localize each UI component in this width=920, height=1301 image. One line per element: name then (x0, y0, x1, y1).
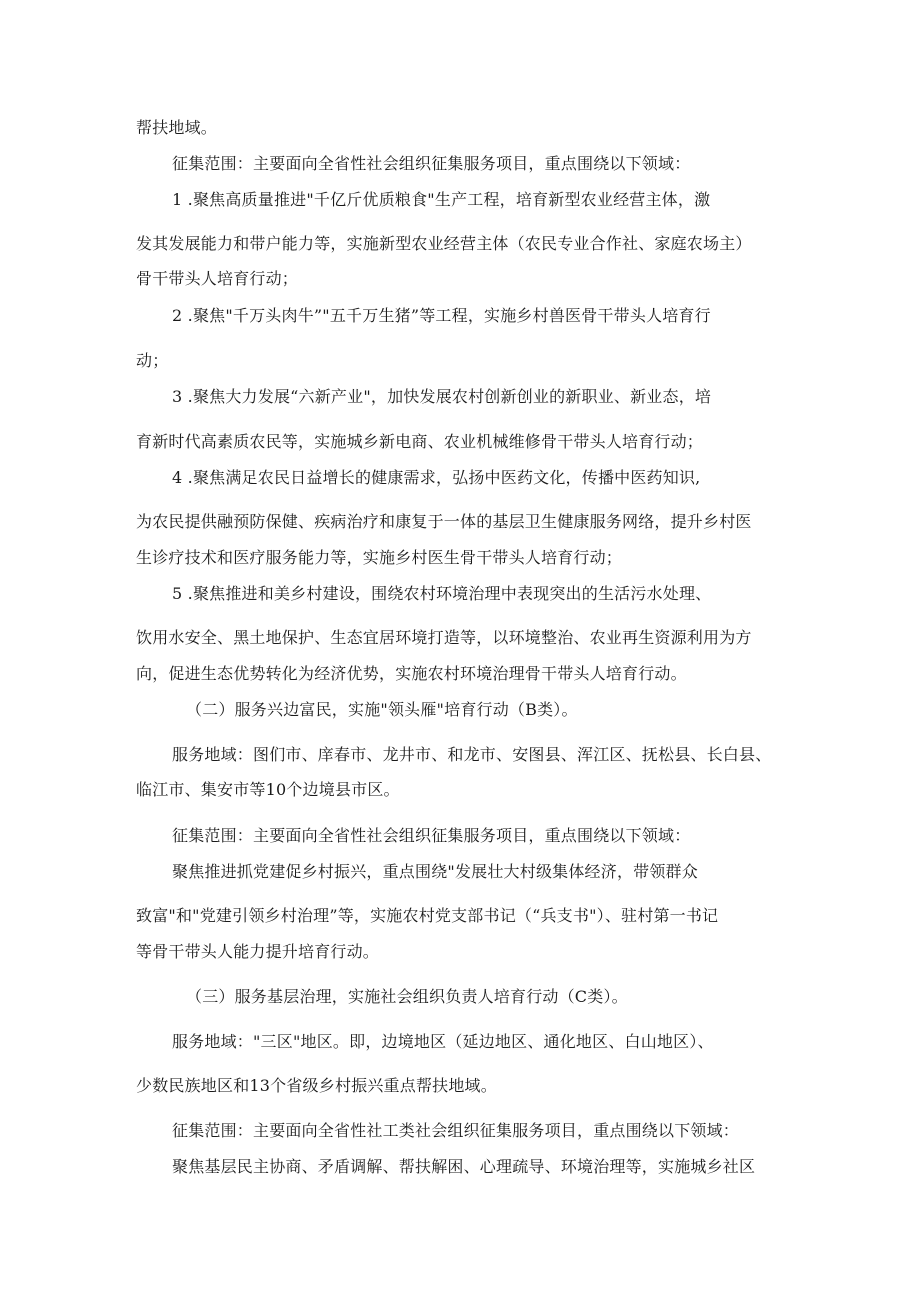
list-item-3: 3 .聚焦大力发展“六新产业"，加快发展农村创新创业的新职业、新业态，培 (172, 387, 712, 406)
text-line-1: 帮扶地域。 (136, 118, 218, 137)
text-line-27: 聚焦基层民主协商、矛盾调解、帮扶解困、心理疏导、环境治理等，实施城乡社区 (172, 1157, 756, 1176)
text-line-22: 等骨干带头人能力提升培育行动。 (136, 942, 380, 961)
text-line-2: 征集范围：主要面向全省性社会组织征集服务项目，重点围绕以下领域： (172, 154, 691, 173)
text-line-14: 饮用水安全、黑土地保护、生态宜居环境打造等，以环境整治、农业再生资源利用为方 (136, 628, 752, 647)
text-line-5: 骨干带头人培育行动； (136, 269, 299, 288)
text-line-21: 致富"和"党建引领乡村治理”等，实施农村党支部书记（“兵支书"）、驻村第一书记 (136, 906, 719, 925)
text-line-11: 为农民提供融预防保健、疾病治疗和康复于一体的基层卫生健康服务网络，提升乡村医 (136, 512, 752, 531)
list-item-1: 1 .聚焦高质量推进"千亿斤优质粮食"生产工程，培育新型农业经营主体，激 (172, 190, 711, 209)
text-line-7: 动； (136, 351, 169, 370)
text-line-19: 征集范围：主要面向全省性社会组织征集服务项目，重点围绕以下领域： (172, 826, 691, 845)
text-line-26: 征集范围：主要面向全省性社工类社会组织征集服务项目，重点围绕以下领域： (172, 1121, 740, 1140)
text-line-25: 少数民族地区和13个省级乡村振兴重点帮扶地域。 (136, 1076, 497, 1095)
text-line-20: 聚焦推进抓党建促乡村振兴，重点围绕"发展壮大村级集体经济，带领群众 (172, 862, 698, 881)
text-line-17: 服务地域：图们市、庠春市、龙井市、和龙市、安图县、浑江区、抚松县、长白县、 (172, 745, 772, 764)
text-line-24: 服务地域："三区"地区。即，边境地区（延边地区、通化地区、白山地区）、 (172, 1032, 714, 1051)
section-heading-3: （三）服务基层治理，实施社会组织负责人培育行动（C类）。 (186, 987, 628, 1006)
text-line-9: 育新时代高素质农民等，实施城乡新电商、农业机械维修骨干带头人培育行动； (136, 432, 704, 451)
text-line-4: 发其发展能力和带户能力等，实施新型农业经营主体（农民专业合作社、家庭农场主） (136, 234, 752, 253)
text-line-12: 生诊疗技术和医疗服务能力等，实施乡村医生骨干带头人培育行动； (136, 548, 623, 567)
list-item-5: 5 .聚焦推进和美乡村建设，围绕农村环境治理中表现突出的生活污水处理、 (172, 584, 712, 603)
section-heading-2: （二）服务兴边富民，实施"领头雁"培育行动（B类）。 (186, 700, 578, 719)
list-item-4: 4 .聚焦满足农民日益增长的健康需求，弘扬中医药文化，传播中医药知识, (172, 468, 701, 487)
text-line-15: 向，促进生态优势转化为经济优势，实施农村环境治理骨干带头人培育行动。 (136, 664, 687, 683)
text-line-18: 临江市、集安市等10个边境县市区。 (136, 780, 400, 799)
list-item-2: 2 .聚焦"千万头肉牛”"五千万生猪”等工程，实施乡村兽医骨干带头人培育行 (172, 306, 711, 325)
